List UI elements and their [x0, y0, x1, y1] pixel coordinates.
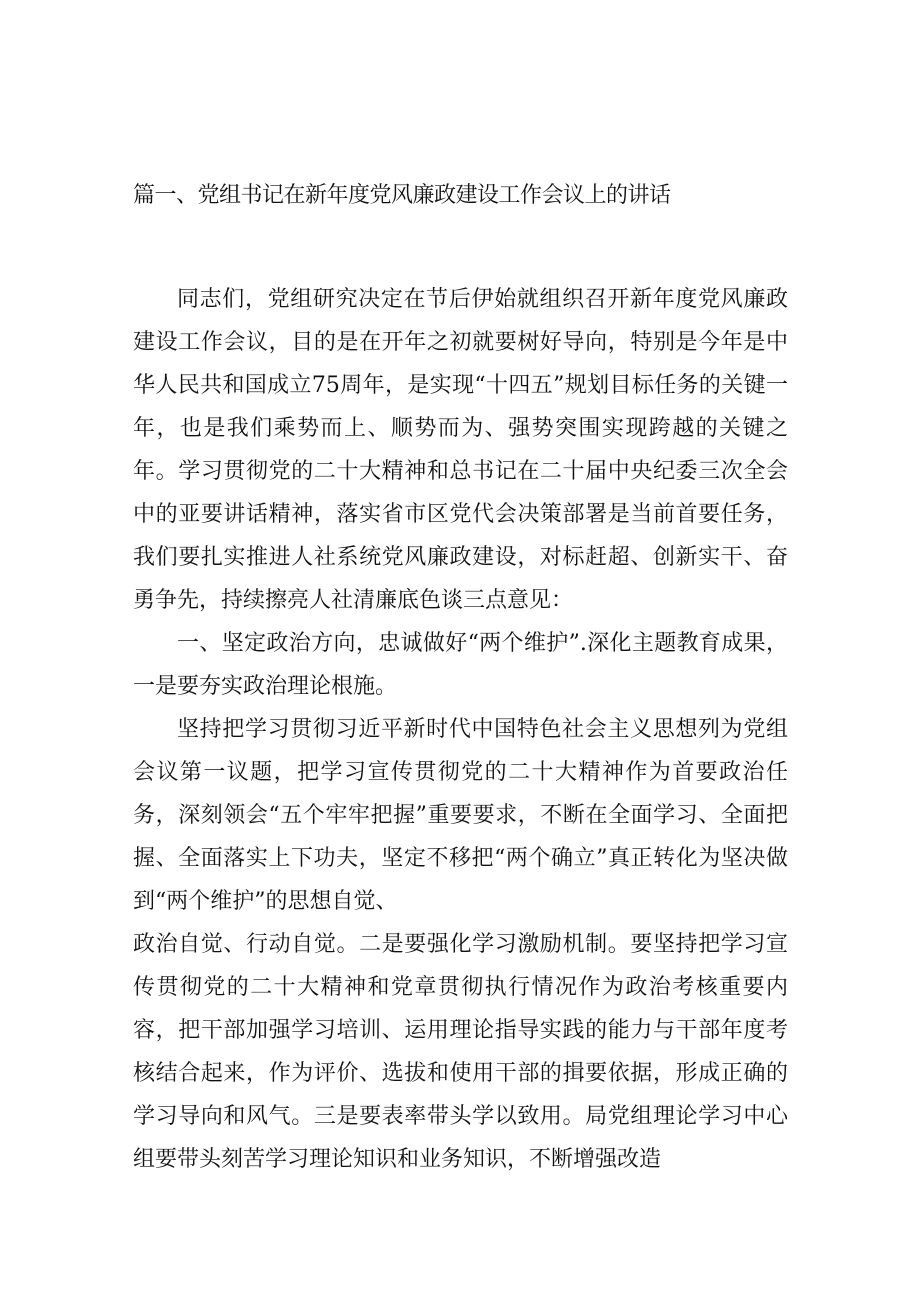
paragraph-section-one: 一、坚定政治方向，忠诚做好“两个维护”.深化主题教育成果，一是要夯实政治理论根施。: [133, 631, 788, 699]
paragraph-continuation: 政治自觉、行动自觉。二是要强化学习激励机制。要坚持把学习宣传贯彻党的二十大精神和党章贯彻执行情况作为政治考核重要内容，把干部加强学习培训、运用理论指导实践的能力与干部年度考核结合起来，作为评价、选拔和使用干部的揖要依据，形成正确的学习导向和风气。三是要表率带头学以致用。局党组理论学习中心组要带头刻苦学习理论知识和业务知识，不断增强改造: [133, 932, 788, 1172]
document-body: [133, 278, 788, 1181]
paragraph-study-thought: 坚持把学习贯彻习近平新时代中国特色社会主义思想列为党组会议第一议题，把学习宣传贯彻党的二十大精神作为首要政治任务，深刻领会“五个牢牢把握”重要要求，不断在全面学习、全面把握、全面落实上下功夫，坚定不移把“两个确立”真正转化为坚决做到“两个维护”的思想自觉、: [133, 717, 788, 914]
paragraph-opening: 同志们，党组研究决定在节后伊始就组织召开新年度党风廉政建设工作会议，目的是在开年之初就要树好导向，特别是今年是中华人民共和国成立75周年，是实现“十四五”规划目标任务的关键一年，也是我们乘势而上、顺势而为、强势突围实现跨越的关键之年。学习贯彻党的二十大精神和总书记在二十届中央纪委三次全会中的亚要讲话精神，落实省市区党代会决策部署是当前首要任务，我们要扎实推进人社系统党风廉政建设，对标赶超、创新实干、奋勇争先，持续擦亮人社清廉底色谈三点意见：: [133, 287, 788, 613]
document-title: 篇一、党组书记在新年度党风廉政建设工作会议上的讲话: [133, 183, 671, 208]
